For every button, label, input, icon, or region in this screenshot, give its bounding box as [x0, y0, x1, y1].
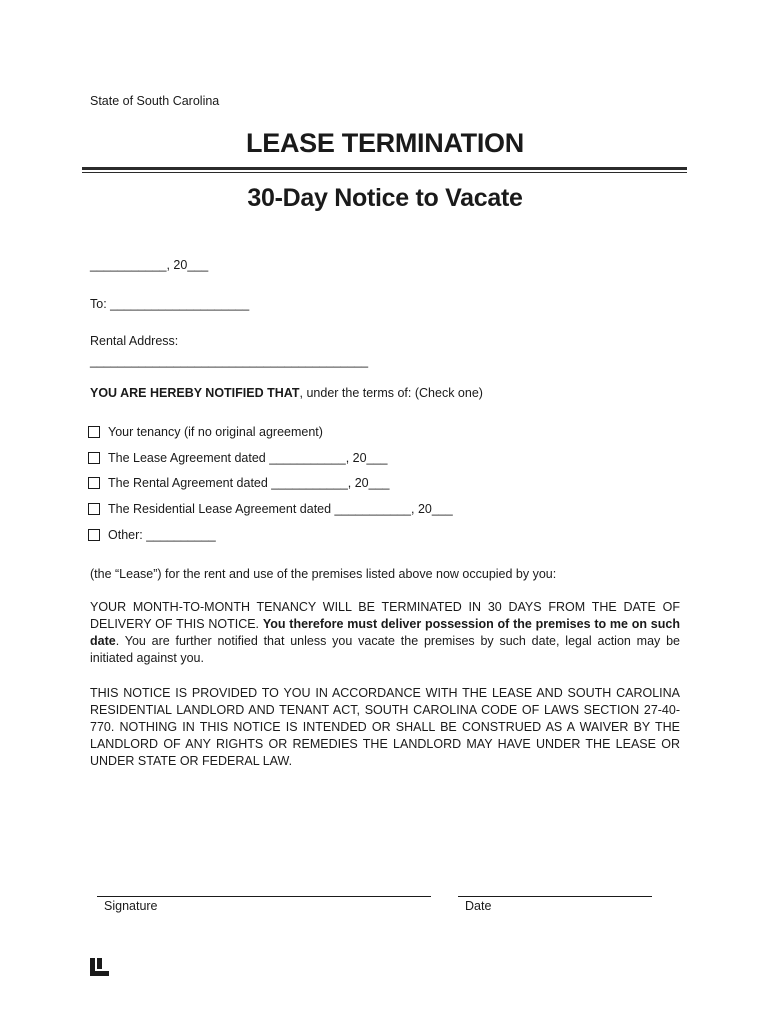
- option-row-other[interactable]: [88, 526, 216, 544]
- notice-rest-text: , under the terms of: (Check one): [299, 386, 483, 400]
- checkbox-other[interactable]: [88, 529, 100, 541]
- option-label: The Rental Agreement dated ___________, 20___: [108, 476, 390, 490]
- date-line: ___________, 20___: [90, 258, 209, 272]
- termination-text-2: . You are further notified that unless you vacate the premises by such date, legal action may be initiated against you.: [90, 634, 680, 665]
- checkbox-tenancy[interactable]: [88, 426, 100, 438]
- document-subtitle: 30-Day Notice to Vacate: [247, 184, 523, 212]
- checkbox-rental-agreement[interactable]: [88, 477, 100, 489]
- signature-line[interactable]: [97, 896, 431, 897]
- to-line: To: ____________________: [90, 297, 250, 311]
- termination-paragraph: [90, 599, 680, 667]
- termination-bold-text: You therefore must deliver possession of the premises to me on such date: [90, 617, 680, 648]
- checkbox-lease-agreement[interactable]: [88, 452, 100, 464]
- option-row-lease-agreement[interactable]: [88, 449, 387, 467]
- rental-address-blank: ________________________________________: [90, 354, 369, 368]
- option-label: Your tenancy (if no original agreement): [108, 425, 323, 439]
- termination-text-1: YOUR MONTH-TO-MONTH TENANCY WILL BE TERMINATED IN 30 DAYS FROM THE DATE OF DELIVERY OF THIS NOTICE.: [90, 600, 680, 631]
- checkbox-residential-lease[interactable]: [88, 503, 100, 515]
- option-row-tenancy[interactable]: [88, 423, 323, 441]
- title-divider: [82, 167, 687, 173]
- notice-bold-text: YOU ARE HEREBY NOTIFIED THAT: [90, 386, 300, 400]
- signature-label: Signature: [104, 899, 158, 913]
- option-label: The Lease Agreement dated ___________, 20___: [108, 451, 388, 465]
- option-label: Other: __________: [108, 528, 216, 542]
- rental-address-label: Rental Address:: [90, 334, 179, 348]
- option-row-rental-agreement[interactable]: [88, 474, 389, 492]
- document-title: LEASE TERMINATION: [246, 128, 524, 158]
- legal-paragraph: THIS NOTICE IS PROVIDED TO YOU IN ACCORDANCE WITH THE LEASE AND SOUTH CAROLINA RESIDENTIAL LANDLORD AND TENANT ACT, SOUTH CAROLINA CODE OF LAWS SECTION 27-40-770. NOTHING IN THIS NOTICE IS INTENDED OR SHALL BE CONSTRUED AS A WAIVER BY THE LANDLORD OF ANY RIGHTS OR REMEDIES THE LANDLORD MAY HAVE UNDER THE LEASE OR UNDER STATE OR FEDERAL LAW.: [90, 686, 680, 768]
- date-signature-line[interactable]: [458, 896, 652, 897]
- option-label: The Residential Lease Agreement dated ___________, 20___: [108, 502, 453, 516]
- lease-definition: (the “Lease”) for the rent and use of the premises listed above now occupied by you:: [90, 567, 557, 581]
- notice-line: [90, 386, 483, 400]
- option-row-residential-lease[interactable]: [88, 500, 453, 518]
- date-label: Date: [465, 899, 492, 913]
- state-label: State of South Carolina: [90, 94, 220, 108]
- brand-logo-icon: [90, 958, 110, 976]
